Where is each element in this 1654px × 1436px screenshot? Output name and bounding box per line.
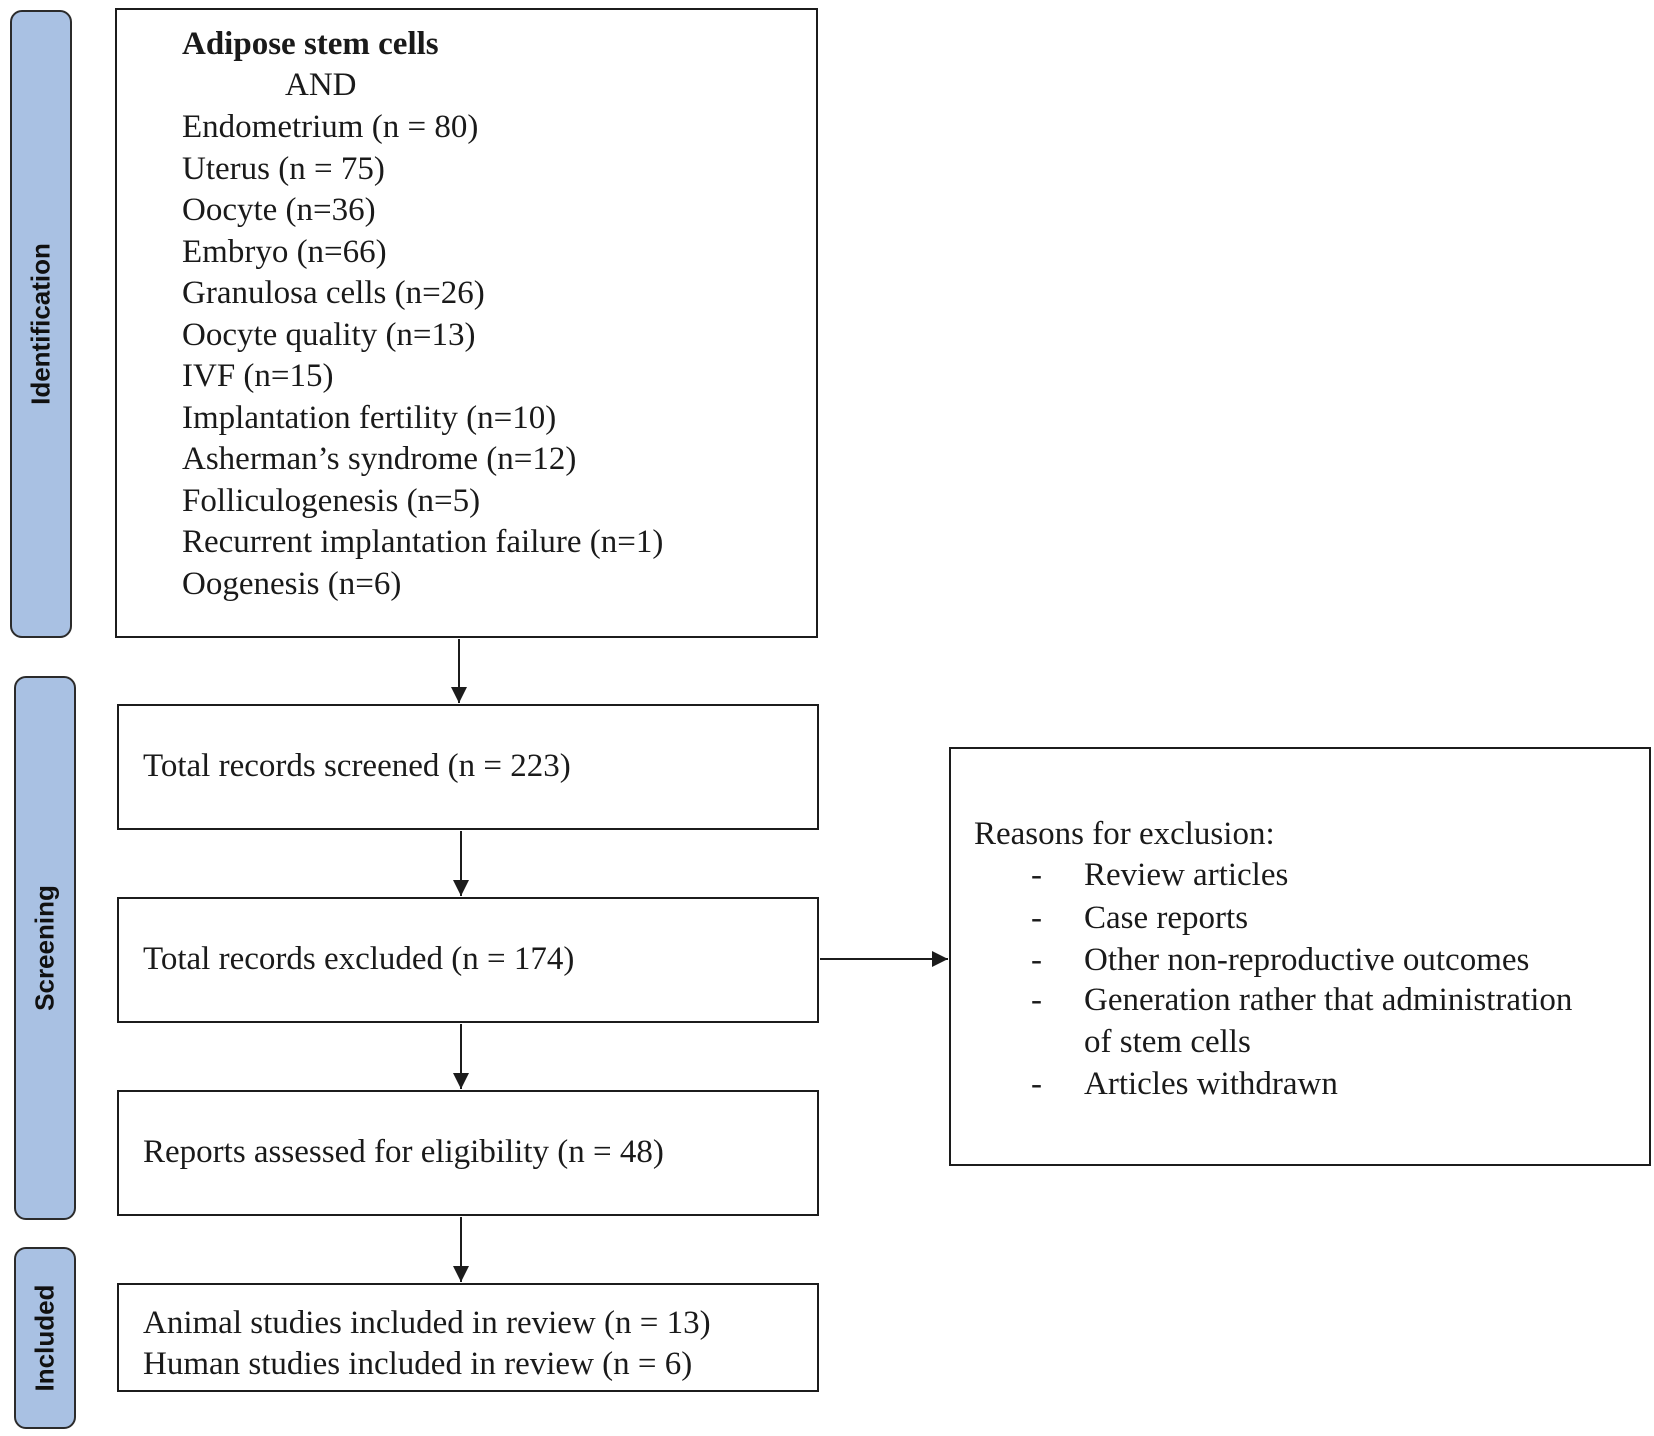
exclusion-title: Reasons for exclusion:: [974, 816, 1275, 852]
excluded-text: Total records excluded (n = 174): [143, 941, 575, 977]
exclusion-bullet: -: [1031, 982, 1042, 1018]
search-heading: Adipose stem cells: [182, 26, 439, 62]
search-term: Oogenesis (n=6): [182, 565, 402, 602]
search-term: Folliculogenesis (n=5): [182, 482, 481, 519]
exclusion-bullet: -: [1031, 857, 1042, 893]
exclusion-reason: Articles withdrawn: [1084, 1066, 1338, 1102]
search-term: IVF (n=15): [182, 358, 334, 394]
search-term: Oocyte (n=36): [182, 192, 376, 228]
included-animal-text: Animal studies included in review (n = 13): [143, 1305, 711, 1341]
exclusion-bullet: -: [1031, 900, 1042, 936]
search-term: Oocyte quality (n=13): [182, 316, 476, 353]
screened-text: Total records screened (n = 223): [143, 748, 571, 784]
search-term: Uterus (n = 75): [182, 150, 385, 187]
exclusion-reason: Generation rather that administration: [1084, 982, 1573, 1018]
exclusion-reason: Case reports: [1084, 900, 1249, 936]
exclusion-reason-continuation: of stem cells: [1084, 1024, 1251, 1060]
search-term: Embryo (n=66): [182, 233, 387, 270]
exclusion-reason: Review articles: [1084, 857, 1289, 893]
included-human-text: Human studies included in review (n = 6): [143, 1346, 693, 1382]
eligibility-text: Reports assessed for eligibility (n = 48): [143, 1134, 664, 1170]
search-connector: AND: [285, 67, 357, 103]
stage-screening-label: Screening: [29, 885, 60, 1011]
search-term: Asherman’s syndrome (n=12): [182, 441, 577, 477]
search-term: Granulosa cells (n=26): [182, 275, 485, 311]
search-term: Endometrium (n = 80): [182, 109, 479, 145]
stage-identification-label: Identification: [25, 243, 56, 405]
exclusion-bullet: -: [1031, 1066, 1042, 1102]
exclusion-bullet: -: [1031, 942, 1042, 978]
exclusion-reason: Other non-reproductive outcomes: [1084, 942, 1530, 978]
search-term: Recurrent implantation failure (n=1): [182, 524, 664, 560]
stage-included-label: Included: [29, 1284, 60, 1392]
search-term: Implantation fertility (n=10): [182, 399, 557, 436]
